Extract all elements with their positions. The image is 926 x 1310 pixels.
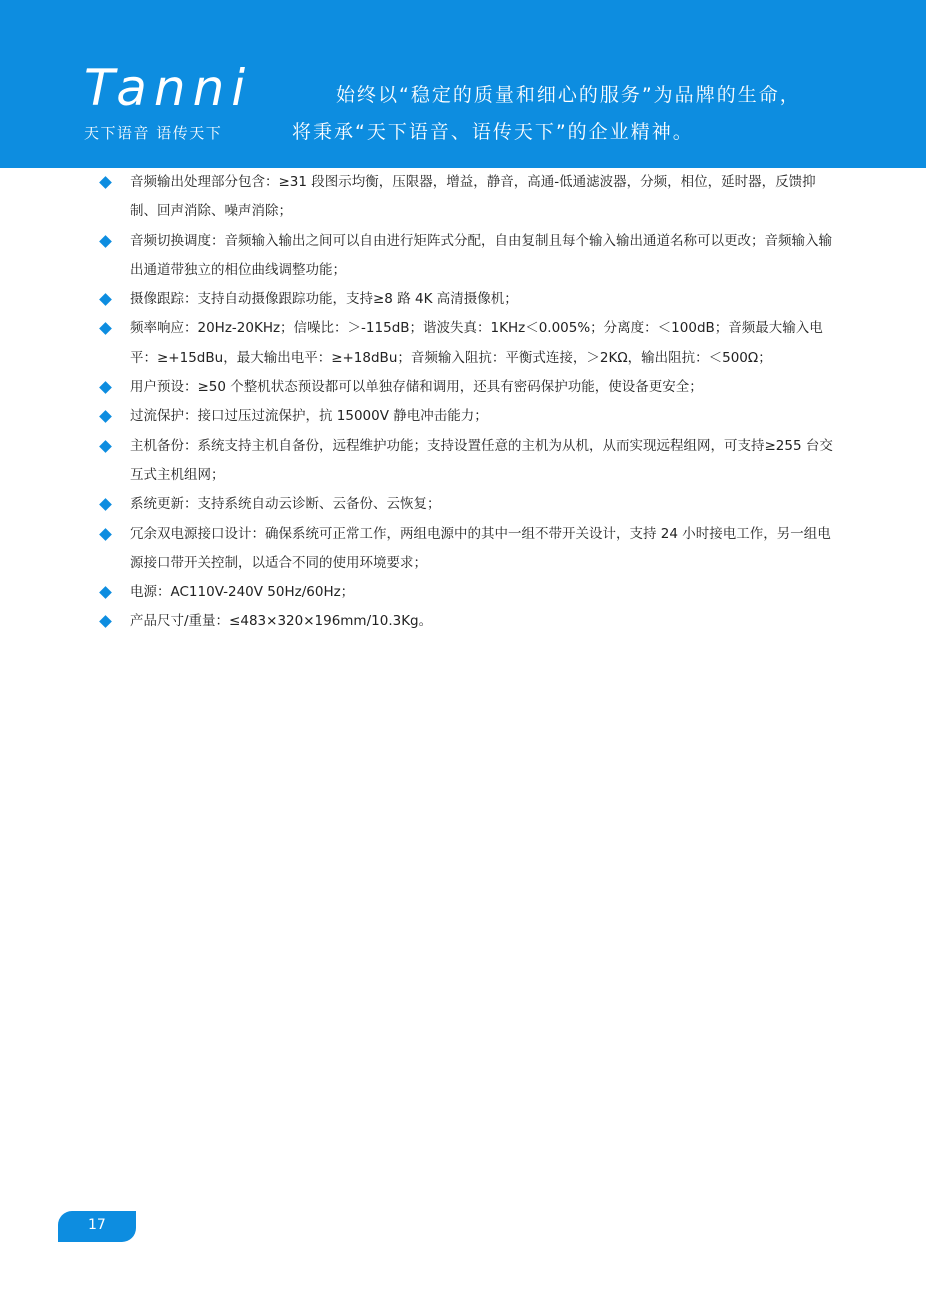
logo-tagline: 天下语音 语传天下 (84, 124, 223, 142)
diamond-bullet-icon (99, 411, 112, 424)
page-number: 17 (88, 1217, 106, 1233)
spec-text: 频率响应：20Hz-20KHz；信噪比：＞-115dB；谐波失真：1KHz＜0.005%；分离度：＜100dB；音频最大输入电平：≥+15dBu，最大输出电平：≥+18dBu；音频输入阻抗：平衡式连接，＞2KΩ，输出阻抗：＜500Ω； (130, 320, 823, 366)
spec-item-power-supply (98, 578, 838, 607)
diamond-bullet-icon (99, 381, 112, 394)
diamond-bullet-icon (99, 323, 112, 336)
diamond-bullet-icon (99, 528, 112, 541)
spec-text: 产品尺寸/重量：≤483×320×196mm/10.3Kg。 (130, 613, 433, 630)
spec-item-camera-tracking (98, 285, 838, 314)
spec-item-redundant-power (98, 520, 838, 579)
spec-item-host-backup (98, 432, 838, 491)
diamond-bullet-icon (99, 498, 112, 511)
spec-text: 主机备份：系统支持主机自备份，远程维护功能；支持设置任意的主机为从机，从而实现远程组网，可支持≥255 台交互式主机组网； (130, 437, 833, 483)
diamond-bullet-icon (99, 440, 112, 453)
header-banner (0, 0, 926, 168)
spec-text: 音频切换调度：音频输入输出之间可以自由进行矩阵式分配，自由复制且每个输入输出通道名称可以更改；音频输入输出通道带独立的相位曲线调整功能； (130, 232, 832, 278)
spec-text: 系统更新：支持系统自动云诊断、云备份、云恢复； (130, 496, 441, 513)
spec-text: 过流保护：接口过压过流保护，抗 15000V 静电冲击能力； (130, 408, 488, 425)
slogan-line-1: 始终以“稳定的质量和细心的服务”为品牌的生命， (336, 84, 801, 106)
diamond-bullet-icon (99, 586, 112, 599)
diamond-bullet-icon (99, 293, 112, 306)
diamond-bullet-icon (99, 176, 112, 189)
slogan-line-2: 将秉承“天下语音、语传天下”的企业精神。 (292, 121, 694, 143)
spec-item-overcurrent-protection (98, 402, 838, 431)
spec-text: 摄像跟踪：支持自动摄像跟踪功能，支持≥8 路 4K 高清摄像机； (130, 291, 518, 308)
spec-text: 电源：AC110V-240V 50Hz/60Hz； (130, 584, 355, 601)
spec-text: 音频输出处理部分包含：≥31 段图示均衡，压限器，增益，静音，高通-低通滤波器，分频，相位，延时器，反馈抑制、回声消除、噪声消除； (130, 174, 816, 220)
diamond-bullet-icon (99, 235, 112, 248)
diamond-bullet-icon (99, 616, 112, 629)
spec-item-audio-switching (98, 227, 838, 286)
spec-item-output-processing (98, 168, 838, 227)
spec-item-system-update (98, 490, 838, 519)
logo-wordmark: Tanni (84, 59, 253, 117)
spec-text: 用户预设：≥50 个整机状态预设都可以单独存储和调用，还具有密码保护功能，使设备更安全； (130, 379, 703, 396)
spec-item-dimensions-weight (98, 607, 838, 636)
spec-text: 冗余双电源接口设计：确保系统可正常工作，两组电源中的其中一组不带开关设计，支持 24 小时接电工作，另一组电源接口带开关控制，以适合不同的使用环境要求； (130, 525, 831, 571)
spec-item-frequency-response (98, 314, 838, 373)
spec-list (98, 168, 838, 637)
spec-item-user-presets (98, 373, 838, 402)
